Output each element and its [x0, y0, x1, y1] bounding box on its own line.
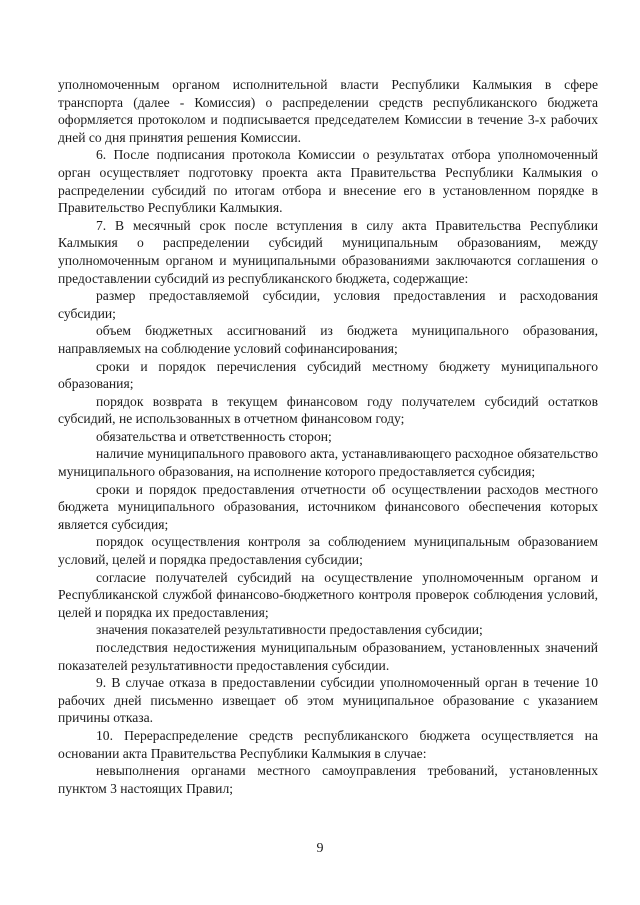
paragraph-15: 9. В случае отказа в предоставлении субсидии уполномоченный орган в течение 10 рабочих дней письменно извещает об этом муниципальное образование с указанием причины отказа.	[58, 675, 598, 726]
paragraph-5: объем бюджетных ассигнований из бюджета муниципального образования, направляемых на соблюдение условий софинансирования;	[58, 323, 598, 356]
paragraph-2: 6. После подписания протокола Комиссии о результатах отбора уполномоченный орган осуществляет подготовку проекта акта Правительства Республики Калмыкия о распределении субсидий по итогам отбора и внесение его в установленном порядке в Правительство Республики Калмыкия.	[58, 147, 598, 216]
paragraph-3: 7. В месячный срок после вступления в силу акта Правительства Республики Калмыкия о распределении субсидий муниципальным образованиям, между уполномоченным органом и муниципальными образованиями заключаются соглашения о предоставлении субсидий из республиканского бюджета, содержащие:	[58, 217, 598, 286]
paragraph-11: порядок осуществления контроля за соблюдением муниципальным образованием условий, целей и порядка предоставления субсидии;	[58, 534, 598, 568]
paragraph-7: порядок возврата в текущем финансовом году получателем субсидий остатков субсидий, не использованных в отчетном финансовом году;	[58, 393, 598, 427]
paragraph-1: уполномоченным органом исполнительной власти Республики Калмыкия в сфере транспорта (далее - Комиссия) о распределении средств республиканского бюджета оформляется протоколом и подписывается председателем Комиссии в течение 3-х рабочих дней со дня принятия решения Комиссии.	[58, 77, 598, 145]
paragraph-4: размер предоставляемой субсидии, условия предоставления и расходования субсидии;	[58, 288, 598, 321]
paragraph-10: сроки и порядок предоставления отчетности об осуществлении расходов местного бюджета муниципального образования, источником финансового обеспечения которых является субсидия;	[58, 481, 598, 532]
paragraph-12: согласие получателей субсидий на осуществление уполномоченным органом и Республиканской службой финансово-бюджетного контроля проверок соблюдения условий, целей и порядка их предоставления;	[58, 569, 598, 620]
paragraph-17: невыполнения органами местного самоуправления требований, установленных пунктом 3 настоящих Правил;	[58, 763, 598, 796]
paragraph-8: обязательства и ответственность сторон;	[96, 428, 332, 444]
page-number: 9	[316, 841, 324, 856]
document-page	[58, 76, 598, 797]
paragraph-9: наличие муниципального правового акта, устанавливающего расходное обязательство муниципального образования, на исполнение которого предоставляется субсидия;	[58, 446, 598, 480]
paragraph-16: 10. Перераспределение средств республиканского бюджета осуществляется на основании акта Правительства Республики Калмыкия в случае:	[58, 727, 598, 761]
paragraph-6: сроки и порядок перечисления субсидий местному бюджету муниципального образования;	[58, 358, 598, 392]
paragraph-13: значения показателей результативности предоставления субсидии;	[96, 622, 483, 638]
paragraph-14: последствия недостижения муниципальным образованием, установленных значений показателей результативности предоставления субсидии.	[58, 640, 598, 673]
